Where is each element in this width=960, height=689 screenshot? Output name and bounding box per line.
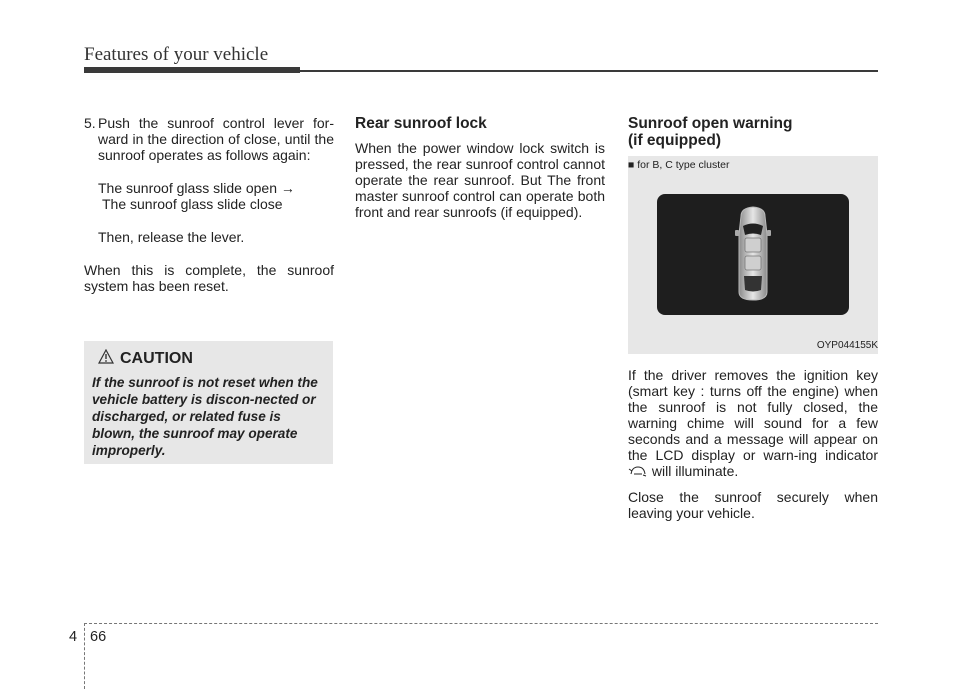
close-sunroof-text: Close the sunroof securely when leaving your vehicle. <box>628 489 878 522</box>
step-text: Push the sunroof control lever for-ward in the direction of close, until the sunroof operates as follows again: <box>98 115 334 163</box>
warning-triangle-icon <box>98 349 114 369</box>
sunroof-warning-icon <box>628 464 648 480</box>
release-text: Then, release the lever. <box>98 229 245 245</box>
sequence-line-1: The sunroof glass slide open → <box>98 180 295 196</box>
step-number: 5. <box>84 115 96 131</box>
page-number: 66 <box>90 629 107 645</box>
caution-title: CAUTION <box>120 350 193 367</box>
footer-rule <box>84 623 878 624</box>
caution-text: If the sunroof is not reset when the vehicle battery is discon-nected or discharged, or related fuse is blown, the sunroof may operate improperly. <box>92 375 318 458</box>
rear-sunroof-lock-heading: Rear sunroof lock <box>355 115 487 132</box>
cluster-figure <box>628 156 878 354</box>
caution-header <box>98 349 193 369</box>
caution-box <box>84 341 333 464</box>
figure-caption: ■ for B, C type cluster <box>628 159 730 171</box>
rear-sunroof-lock-text: When the power window lock switch is pressed, the rear sunroof control cannot operate the rear sunroof. But The front master sunroof control can operate both front and rear sunroofs (if equipped). <box>355 140 605 220</box>
middle-column <box>355 115 605 220</box>
open-warning-heading-line1: Sunroof open warning <box>628 115 793 132</box>
step-5 <box>84 115 334 163</box>
open-warning-text-main: If the driver removes the ignition key (smart key : turns off the engine) when the sunroof is not fully closed, the warning chime will sound for a few seconds and a message will appear on the LCD display or warn-ing indicator <box>628 367 878 463</box>
car-top-view-icon <box>657 194 849 315</box>
open-warning-heading <box>628 115 878 149</box>
left-column <box>84 115 334 294</box>
open-warning-body <box>628 367 878 521</box>
sequence-line-2: The sunroof glass slide close <box>102 196 283 212</box>
section-number: 4 <box>69 629 78 645</box>
footer-divider <box>84 623 85 689</box>
figure-code: OYP044155K <box>816 340 878 351</box>
cluster-display <box>657 194 849 315</box>
open-warning-text-end: will illuminate. <box>651 463 739 479</box>
header-rule <box>300 70 878 72</box>
open-warning-heading-line2: (if equipped) <box>628 132 721 149</box>
header-bar <box>84 67 300 73</box>
running-header: Features of your vehicle <box>84 44 269 65</box>
right-column <box>628 115 878 149</box>
reset-complete-text: When this is complete, the sunroof system has been reset. <box>84 262 334 294</box>
open-warning-text <box>628 367 878 480</box>
